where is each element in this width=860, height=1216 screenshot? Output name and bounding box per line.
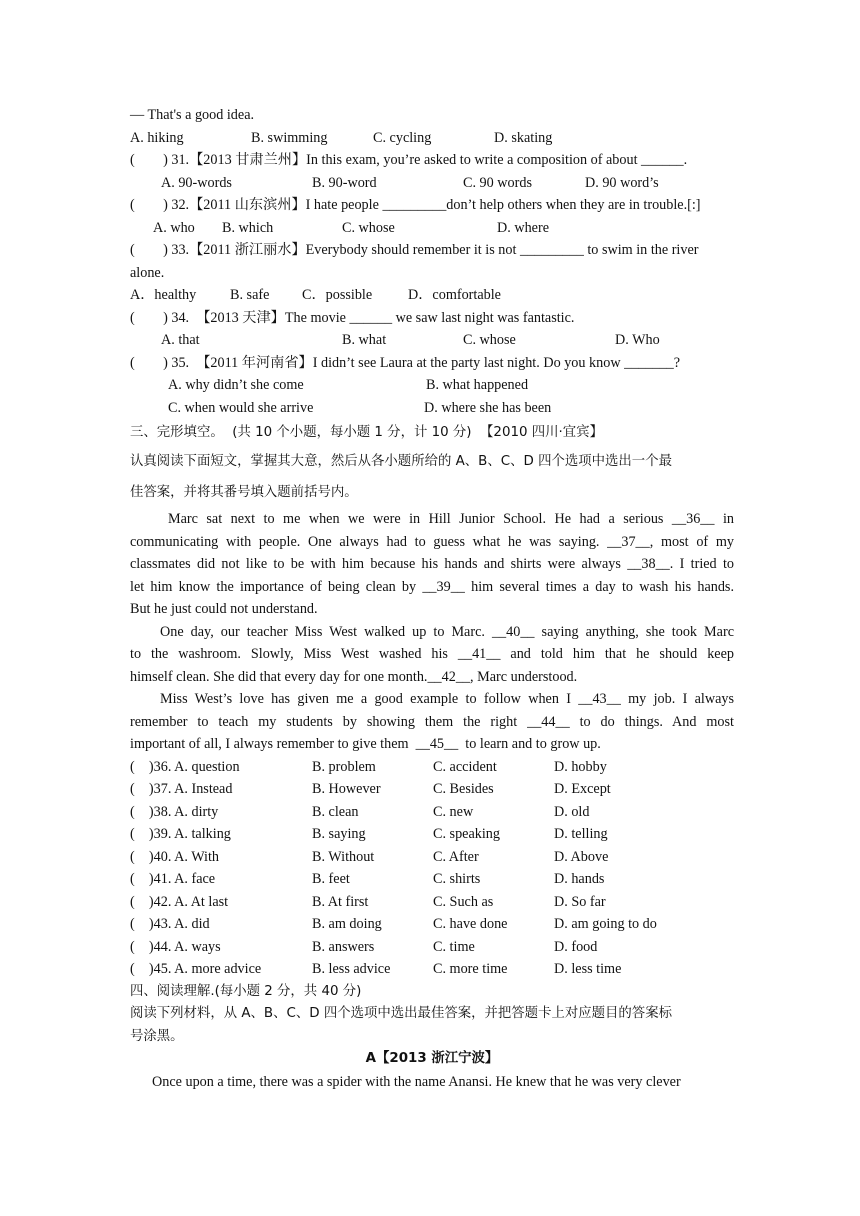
- passage-a-first-line: Once upon a time, there was a spider with the name Anansi. He knew that he was very clever: [152, 1073, 681, 1090]
- question-number-option-a: ( )45. A. more advice: [130, 961, 262, 977]
- question-number-option-a: ( )39. A. talking: [130, 826, 231, 842]
- option-d: D. less time: [554, 961, 622, 977]
- cloze-option-row: [130, 936, 734, 959]
- cloze-option-row: [130, 823, 734, 846]
- option-c: C. Besides: [433, 781, 494, 797]
- section4-heading: 四、阅读理解.(每小题 2 分，共 40 分): [130, 983, 362, 999]
- passage-line: important of all, I always remember to give them __45__ to learn and to grow up.: [130, 736, 601, 752]
- q31-options: [130, 172, 734, 195]
- option-b: B. swimming: [251, 129, 328, 146]
- option-d: D. Above: [554, 848, 609, 865]
- q31-stem: ( ) 31.【2013 甘肃兰州】In this exam, you’re asked to write a composition of about ______.: [130, 152, 688, 168]
- cloze-option-row: [130, 958, 734, 981]
- passage-line: remember to teach my students by showing them the right __44__ to do things. And most: [130, 713, 734, 730]
- passage-line: let him know the importance of being clean by __39__ him several times a day to wash his hands.: [130, 578, 734, 595]
- option-d: D. So far: [554, 893, 606, 910]
- q32-options: [130, 217, 734, 240]
- passage-line: Marc sat next to me when we were in Hill Junior School. He had a serious __36__ in: [168, 511, 734, 527]
- option-c: C. Such as: [433, 893, 494, 910]
- q34-options: [130, 329, 734, 352]
- option-c: C. After: [433, 848, 479, 865]
- question-number-option-a: ( )40. A. With: [130, 848, 220, 865]
- question-number-option-a: ( )37. A. Instead: [130, 781, 233, 797]
- question-number-option-a: ( )38. A. dirty: [130, 803, 219, 820]
- q32-stem: ( ) 32.【2011 山东滨州】I hate people _________don’t help others when they are in trouble.[:]: [130, 197, 701, 213]
- section3-instructions-2: 佳答案，并将其番号填入题前括号内。: [130, 485, 358, 500]
- option-b: B. feet: [312, 871, 350, 887]
- option-a: A. that: [161, 332, 200, 348]
- option-b: B. At first: [312, 893, 369, 910]
- option-c: C. whose: [463, 332, 516, 348]
- document-page: [130, 104, 734, 1093]
- option-b: B. safe: [230, 287, 270, 303]
- option-c: C. 90 words: [463, 174, 532, 191]
- q35-options-row2: [130, 397, 734, 420]
- option-b: B. Without: [312, 848, 375, 865]
- q34-stem: ( ) 34. 【2013 天津】The movie ______ we saw last night was fantastic.: [130, 309, 575, 326]
- option-b: B. clean: [312, 803, 359, 820]
- q30-reply: — That's a good idea.: [130, 107, 255, 123]
- q30-options: [130, 127, 734, 150]
- section4-instructions-2: 号涂黑。: [130, 1028, 184, 1044]
- section3-heading: 三、完形填空。 (共 10 个小题，每小题 1 分，计 10 分) 【2010 四川·宜宾】: [130, 425, 603, 440]
- option-d: D．comfortable: [408, 287, 501, 303]
- passage-a-title: A【2013 浙江宁波】: [365, 1051, 499, 1066]
- option-c: C. whose: [342, 219, 395, 236]
- option-d: D. food: [554, 938, 598, 955]
- option-d: D. am going to do: [554, 916, 657, 932]
- option-a: A. 90-words: [161, 174, 232, 191]
- option-d: D. Who: [615, 332, 660, 348]
- option-a: A．healthy: [130, 287, 197, 303]
- option-d: D. telling: [554, 826, 608, 842]
- passage-line: himself clean. She did that every day for one month.__42__, Marc understood.: [130, 668, 578, 685]
- option-d: D. Except: [554, 781, 611, 797]
- passage-line: classmates did not like to be with him because his hands and shirts were always __38__. I tried to: [130, 556, 734, 572]
- question-number-option-a: ( )42. A. At last: [130, 893, 229, 910]
- option-c: C．possible: [302, 287, 373, 303]
- passage-line: Miss West’s love has given me a good example to follow when I __43__ my job. I always: [160, 691, 734, 707]
- option-b: B. what happened: [426, 377, 529, 393]
- option-a: A. hiking: [130, 129, 184, 146]
- option-d: D. where she has been: [424, 399, 552, 416]
- section4-instructions-1: 阅读下列材料，从 A、B、C、D 四个选项中选出最佳答案，并把答题卡上对应题目的答案标: [130, 1006, 672, 1021]
- option-d: D. where: [497, 219, 549, 236]
- option-a: A. why didn’t she come: [168, 377, 304, 393]
- option-c: C. more time: [433, 961, 508, 977]
- q35-options-row1: [130, 374, 734, 397]
- option-d: D. hobby: [554, 758, 607, 775]
- question-number-option-a: ( )36. A. question: [130, 758, 240, 775]
- q35-stem: ( ) 35. 【2011 年河南省】I didn’t see Laura at the party last night. Do you know _______?: [130, 354, 681, 371]
- option-a: A. who: [153, 219, 195, 236]
- q33-options: [130, 284, 734, 307]
- q33-stem: ( ) 33.【2011 浙江丽水】Everybody should remember it is not _________ to swim in the river: [130, 242, 699, 258]
- cloze-option-row: [130, 868, 734, 891]
- option-d: D. skating: [494, 129, 553, 146]
- option-d: D. old: [554, 803, 590, 820]
- option-b: B. However: [312, 781, 381, 797]
- passage-line: communicating with people. One always had to guess what he was saying. __37__, most of my: [130, 533, 734, 550]
- question-number-option-a: ( )43. A. did: [130, 916, 210, 932]
- option-d: D. 90 word’s: [585, 174, 659, 191]
- option-c: C. time: [433, 938, 475, 955]
- cloze-options-list: [130, 756, 734, 981]
- passage-line: to the washroom. Slowly, Miss West washed his __41__ and told him that he should keep: [130, 646, 734, 662]
- option-b: B. which: [222, 219, 274, 236]
- option-c: C. accident: [433, 758, 497, 775]
- cloze-option-row: [130, 913, 734, 936]
- cloze-option-row: [130, 801, 734, 824]
- option-c: C. have done: [433, 916, 508, 932]
- option-c: C. shirts: [433, 871, 481, 887]
- cloze-option-row: [130, 891, 734, 914]
- cloze-option-row: [130, 756, 734, 779]
- passage-line: One day, our teacher Miss West walked up to Marc. __40__ saying anything, she took Marc: [160, 623, 734, 640]
- section3-instructions-1: 认真阅读下面短文，掌握其大意，然后从各小题所给的 A、B、C、D 四个选项中选出一个最: [130, 454, 672, 469]
- option-b: B. answers: [312, 938, 375, 955]
- option-b: B. saying: [312, 826, 366, 842]
- option-c: C. speaking: [433, 826, 500, 842]
- option-b: B. less advice: [312, 961, 391, 977]
- option-b: B. what: [342, 332, 387, 348]
- option-b: B. problem: [312, 758, 376, 775]
- option-c: C. new: [433, 803, 474, 820]
- question-number-option-a: ( )41. A. face: [130, 871, 216, 887]
- cloze-option-row: [130, 778, 734, 801]
- question-number-option-a: ( )44. A. ways: [130, 938, 221, 955]
- cloze-option-row: [130, 846, 734, 869]
- option-c: C. when would she arrive: [168, 399, 314, 416]
- option-d: D. hands: [554, 871, 605, 887]
- option-b: B. 90-word: [312, 174, 377, 191]
- q33-stem-cont: alone.: [130, 264, 165, 281]
- passage-line: But he just could not understand.: [130, 601, 318, 617]
- option-b: B. am doing: [312, 916, 382, 932]
- option-c: C. cycling: [373, 129, 432, 146]
